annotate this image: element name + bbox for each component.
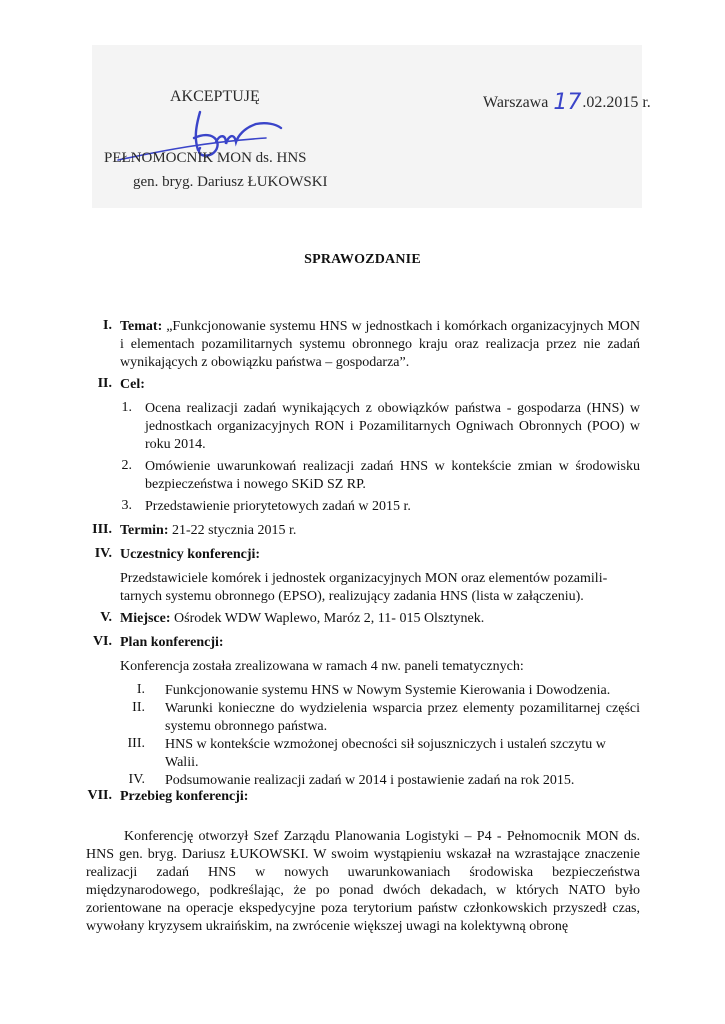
list-item: Przedstawienie priorytetowych zadań w 2015 r. [145,499,411,514]
section-label: Przebieg konferencji: [120,789,249,804]
section-topic [120,318,640,372]
approval-label: AKCEPTUJĘ [170,88,260,105]
panel-item: HNS w kontekście wzmożonej obecności sił sojuszniczych i ustaleń szczytu w Walii. [165,737,606,770]
section-number: II. [97,376,112,391]
document-title: SPRAWOZDANIE [304,252,421,267]
handwritten-day: 17 [553,90,582,115]
place-text: Ośrodek WDW Waplewo, Maróz 2, 11- 015 Olsztynek. [174,611,485,626]
panel-number: III. [127,736,145,751]
section-number: VII. [87,788,112,803]
section-label: Plan konferencji: [120,635,224,650]
list-item-number: 2. [121,458,132,473]
signatory-name: gen. bryg. Dariusz ŁUKOWSKI [133,174,328,190]
panel-number: I. [136,682,145,697]
participants-text: Przedstawiciele komórek i jednostek organizacyjnych MON oraz elementów pozamili-tarnych systemu obronnego (EPSO), realizujący zadania HNS (lista w załączeniu). [120,571,608,604]
panel-item: Podsumowanie realizacji zadań w 2014 i postawienie zadań na rok 2015. [165,773,575,788]
section-number: V. [100,610,112,625]
section-date [120,522,640,540]
list-item-number: 1. [121,400,132,415]
panel-number: II. [132,700,145,715]
section-place [120,610,640,628]
plan-intro: Konferencja została zrealizowana w ramach 4 nw. paneli tematycznych: [120,659,524,674]
list-item: Omówienie uwarunkowań realizacji zadań HNS w kontekście zmian w środowisku bezpieczeństwa i nowego SKiD SZ RP. [145,459,640,492]
section-label: Uczestnicy konferencji: [120,547,261,562]
section-label: Temat: [120,319,163,334]
proceedings-body: Konferencję otworzył Szef Zarządu Planowania Logistyki – P4 - Pełnomocnik MON ds. HNS gen. bryg. Dariusz ŁUKOWSKI. W swoim wystąpieniu wskazał na wzrastające znaczenie realizacji zadań HNS w nowych uwarunkowaniach środowiska bezpieczeństwa międzynarodowego, podkreślając, że po ponad dwóch dekadach, w których NATO było zorientowane na operacje ekspedycyjne poza terytorium państw członkowskich przyszedł czas, wywołany kryzysem ukraińskim, na zwrócenie większej uwagi na kolektywną obronę [86,829,640,934]
section-label: Termin: [120,523,169,538]
section-label: Cel: [120,377,145,392]
section-number: IV. [94,546,112,561]
panel-item: Funkcjonowanie systemu HNS w Nowym Systemie Kierowania i Dowodzenia. [165,683,611,698]
signatory-position: PEŁNOMOCNIK MON ds. HNS [104,150,307,166]
place-date [483,88,651,113]
topic-text: „Funkcjonowanie systemu HNS w jednostkach i komórkach organizacyjnych MON i elementach pozamilitarnych systemu obronnego kraju oraz realizacja przez nie zadań wynikających z obowiązku państwa – gospodarza”. [120,319,641,370]
section-label: Miejsce: [120,611,171,626]
panel-item: Warunki konieczne do wydzielenia wsparcia przez elementy pozamilitarnej części systemu obronnego państwa. [165,701,640,734]
list-item: Ocena realizacji zadań wynikających z obowiązków państwa - gospodarza (HNS) w jednostkach organizacyjnych RON i Pozamilitarnych Ogniwach Obronnych (POO) w roku 2014. [145,401,640,452]
section-number: VI. [92,634,112,649]
list-item-number: 3. [121,498,132,513]
date-text: 21-22 stycznia 2015 r. [171,523,297,538]
section-number: III. [92,522,112,537]
section-number: I. [103,318,112,333]
place-name: Warszawa [483,94,549,111]
panel-number: IV. [128,772,145,787]
date-rest: .02.2015 r. [582,94,651,111]
